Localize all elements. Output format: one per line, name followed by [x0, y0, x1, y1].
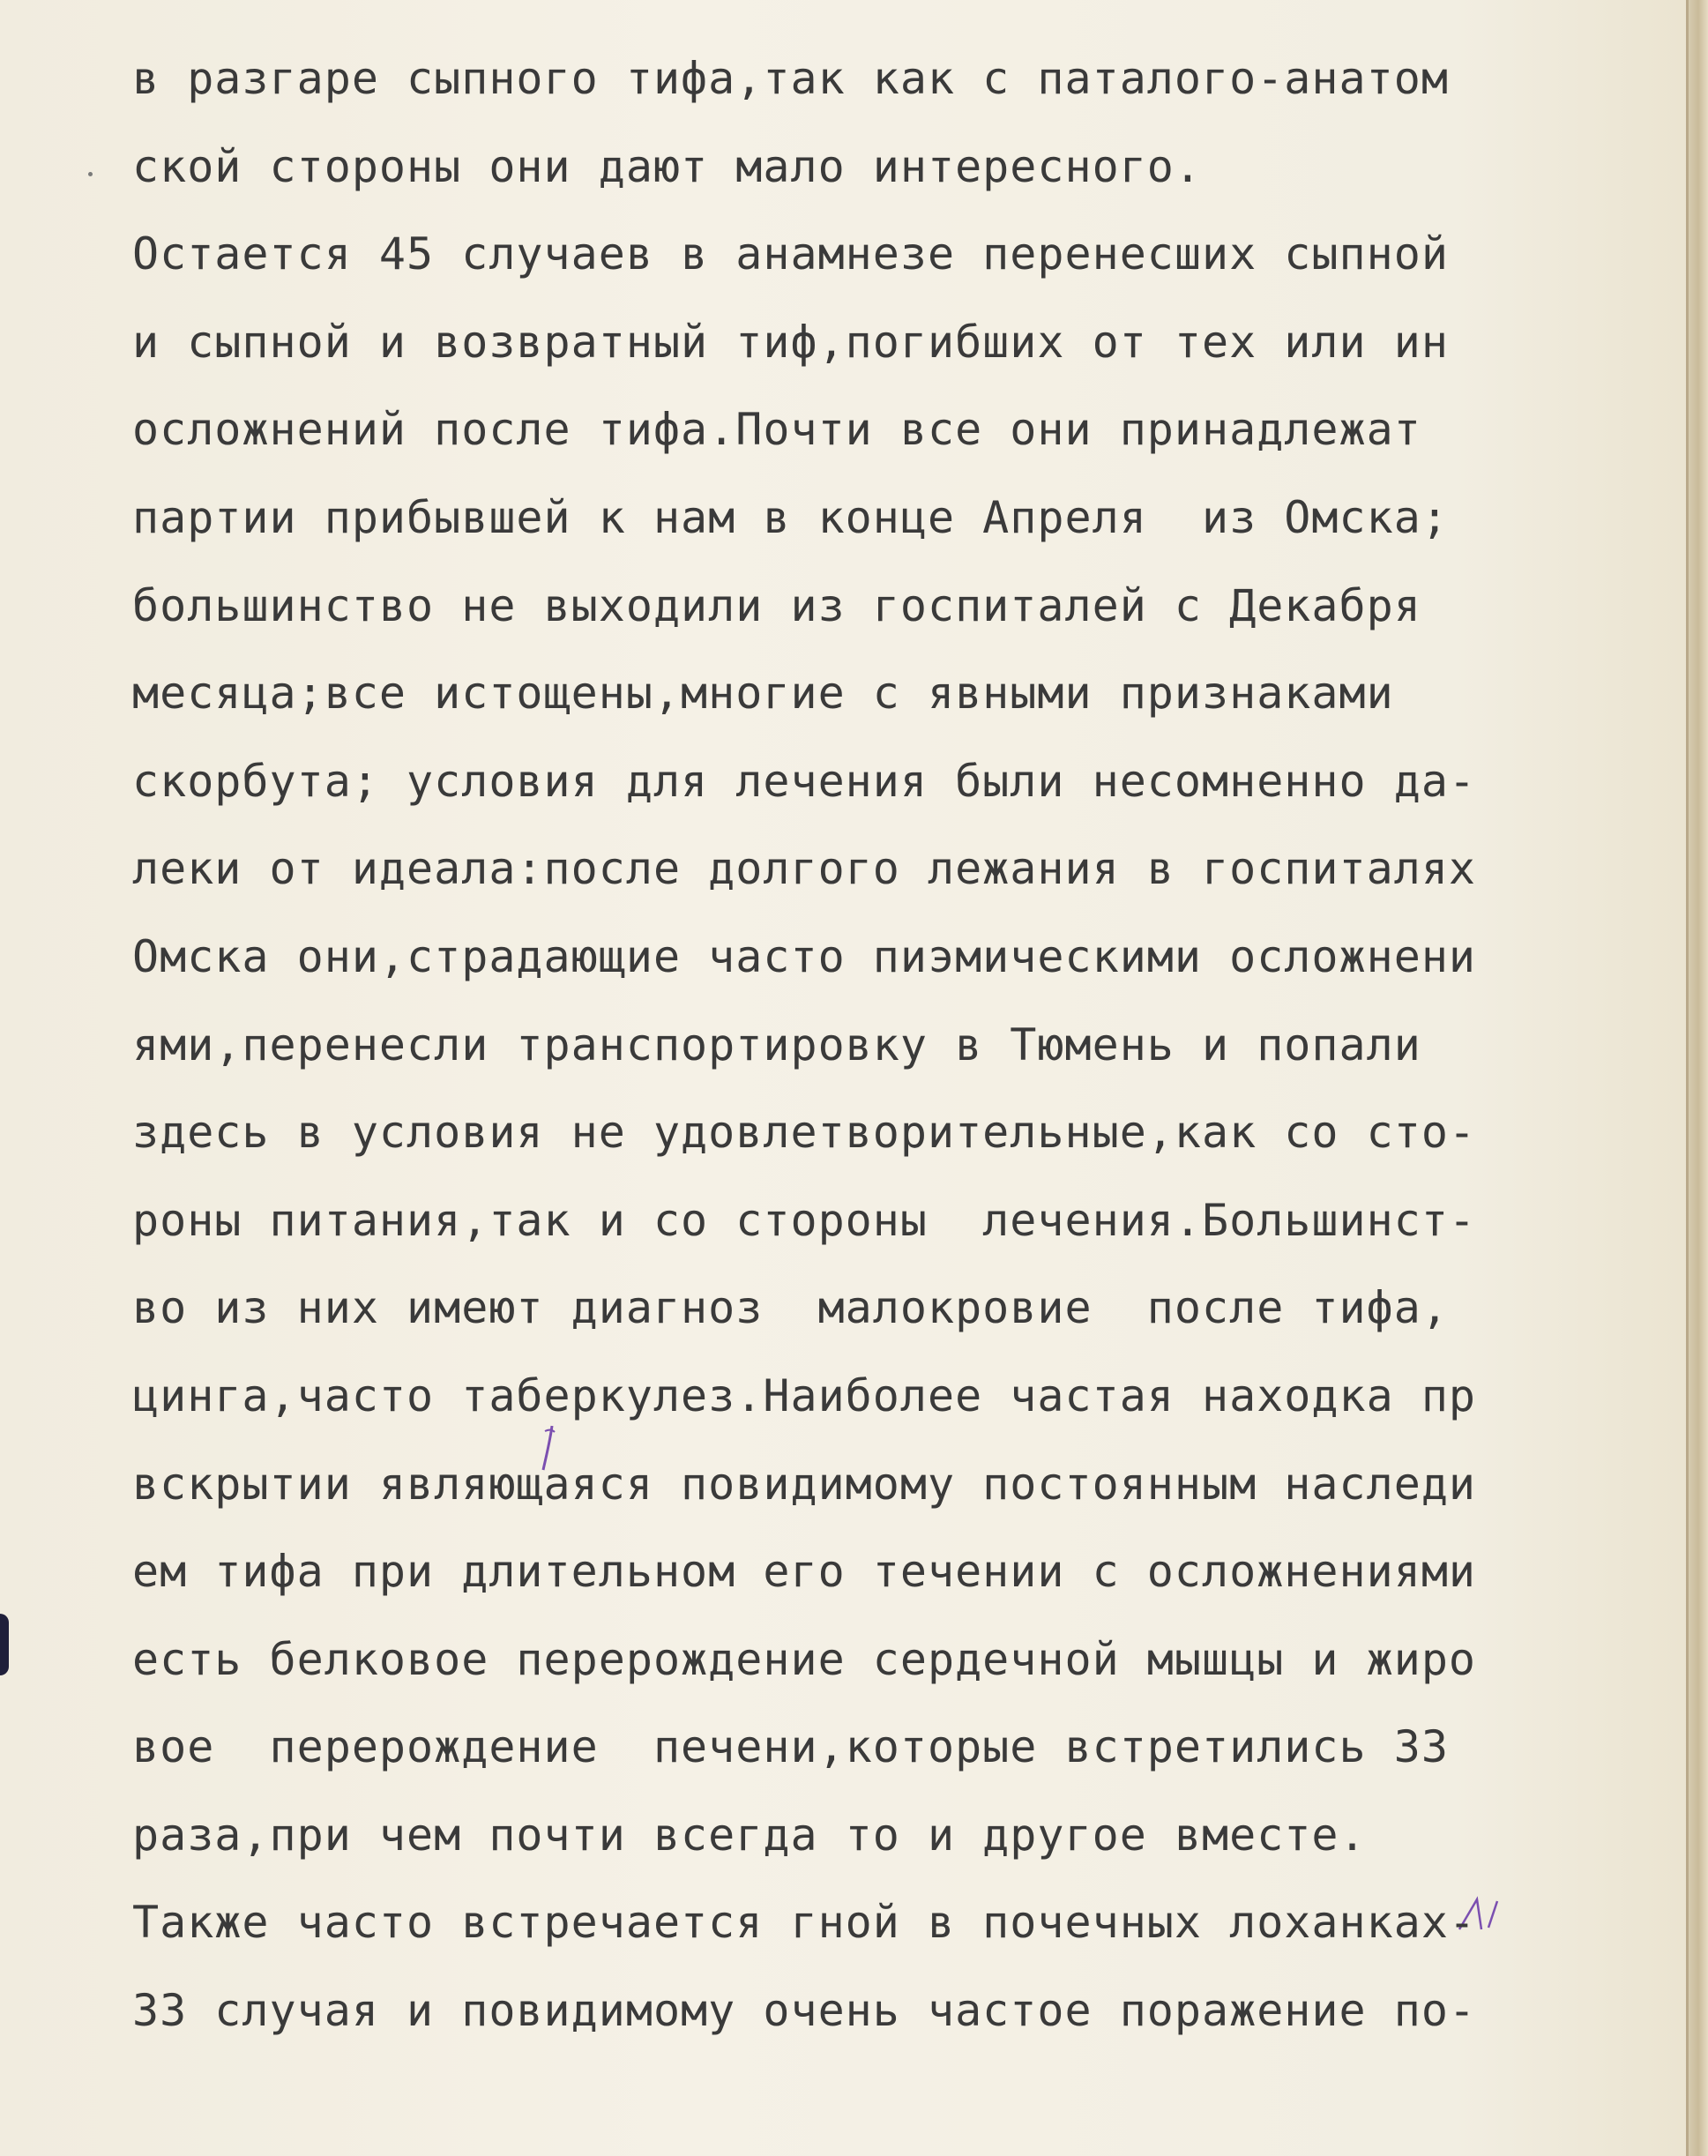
- text-line: в разгаре сыпного тифа,так как с паталого-анатом: [132, 53, 1449, 104]
- text-line: здесь в условия не удовлетворительные,как со сто-: [132, 1107, 1477, 1159]
- text-line: вое перерождение печени,которые встретились 33: [132, 1721, 1449, 1773]
- text-line: скорбута; условия для лечения были несомненно да-: [132, 755, 1477, 807]
- text-line: вскрытии являющаяся повидимому постоянным наследи: [132, 1458, 1477, 1510]
- text-line: раза,при чем почти всегда то и другое вместе.: [132, 1809, 1367, 1861]
- text-line: осложнений после тифа.Почти все они принадлежат: [132, 404, 1421, 456]
- margin-dot: [88, 172, 93, 176]
- text-line: во из них имеют диагноз малокровие после тифа,: [132, 1282, 1449, 1334]
- binding-mark: [0, 1614, 9, 1675]
- text-line: леки от идеала:после долгого лежания в госпиталях: [132, 843, 1477, 895]
- text-line: и сыпной и возвратный тиф,погибших от тех или ин: [132, 316, 1449, 368]
- text-line: цинга,часто таберкулез.Наиболее частая находка пр: [132, 1369, 1477, 1421]
- text-line: месяца;все истощены,многие с явными признаками: [132, 668, 1394, 720]
- document-body: [132, 35, 1693, 2055]
- text-line: ской стороны они дают мало интересного.: [132, 140, 1202, 192]
- text-line: есть белковое перерождение сердечной мышцы и жиро: [132, 1633, 1477, 1685]
- text-line: роны питания,так и со стороны лечения.Большинст-: [132, 1194, 1477, 1246]
- text-line: Омска они,страдающие часто пиэмическими осложнени: [132, 930, 1477, 982]
- text-line: ем тифа при длительном его течении с осложнениями: [132, 1546, 1477, 1598]
- text-line: партии прибывшей к нам в конце Апреля из Омска;: [132, 491, 1449, 543]
- text-line: Остается 45 случаев в анамнезе перенесших сыпной: [132, 228, 1449, 280]
- text-line: большинство не выходили из госпиталей с Декабря: [132, 579, 1421, 631]
- text-line: 33 случая и повидимому очень частое поражение по-: [132, 1985, 1477, 2037]
- text-line: Также часто встречается гной в почечных лоханках-: [132, 1897, 1477, 1949]
- text-line: ями,перенесли транспортировку в Тюмень и попали: [132, 1018, 1421, 1071]
